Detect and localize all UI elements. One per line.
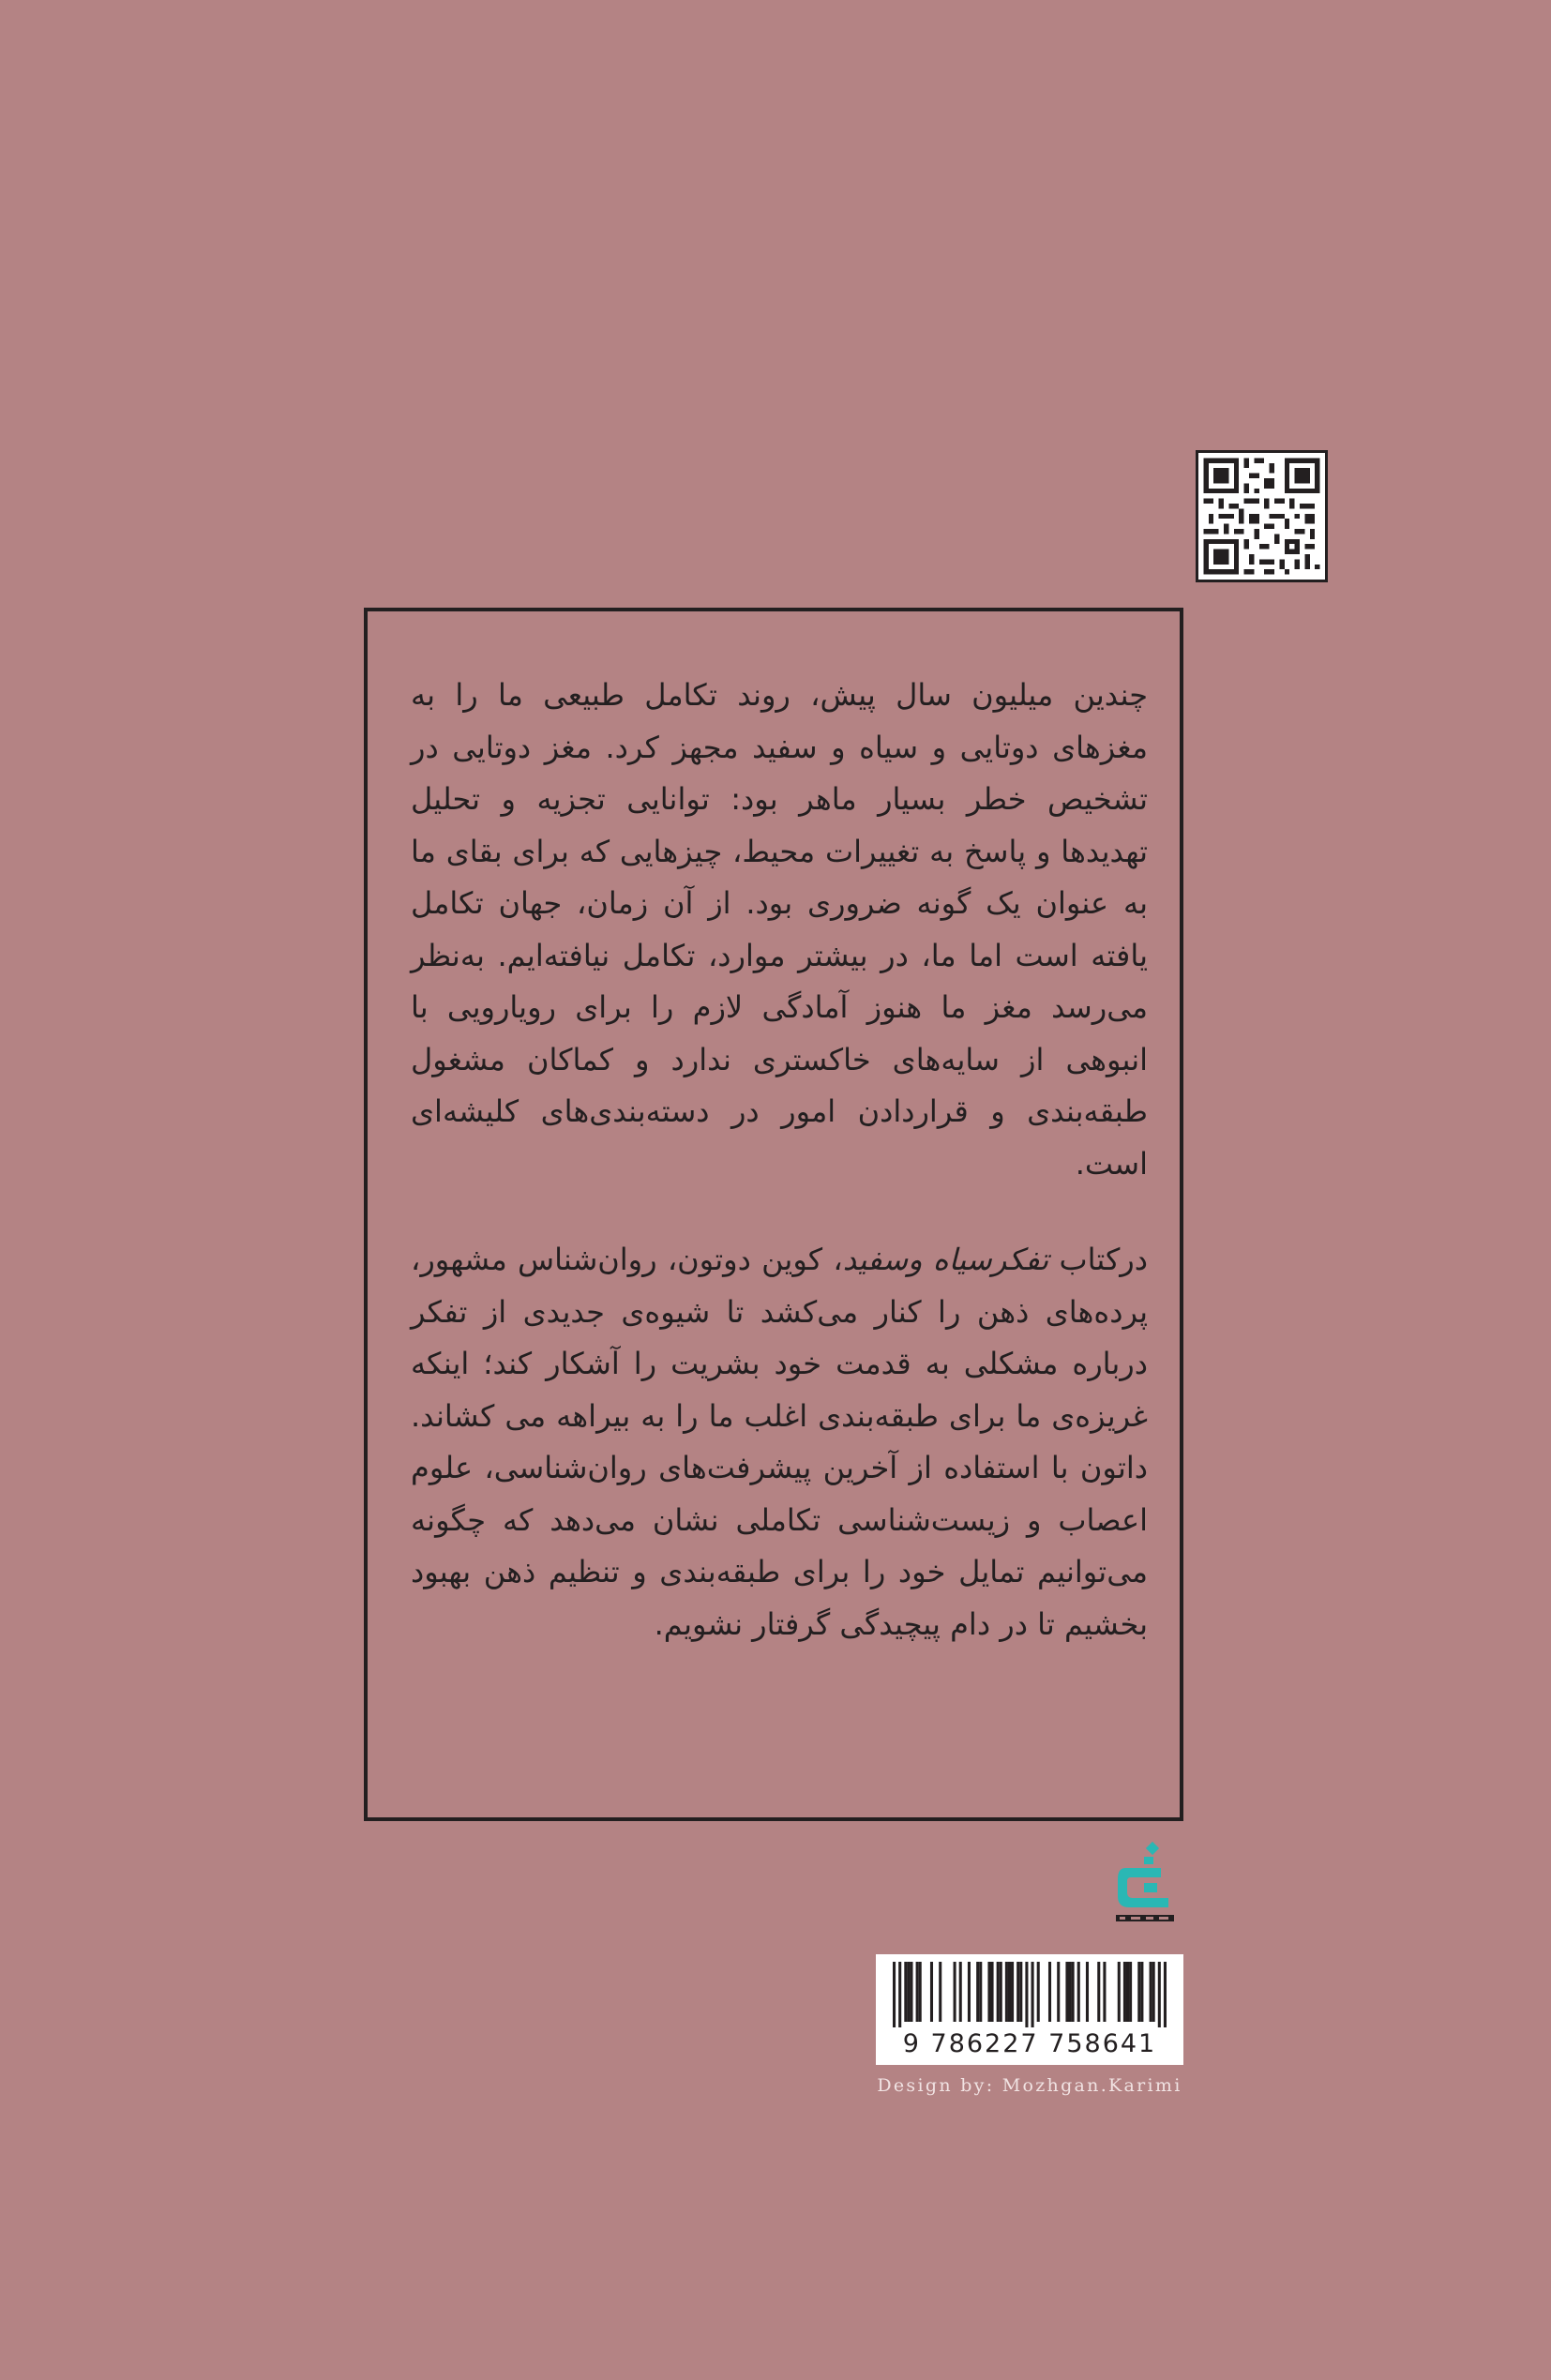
blurb-paragraph-1: چندین میلیون سال پیش، روند تکامل طبیعی ما را به مغزهای دوتایی و سیاه و سفید مجهز کرد. مغز دوتایی در تشخیص خطر بسیار ماهر بود: توانایی تجزیه و تحلیل تهدیدها و پاسخ به تغییرات محیط، چیزهایی که برای بقای ما به عنوان یک گونه ضروری بود. از آن زمان، جهان تکامل یافته است اما ما، در بیشتر موارد، تکامل نیافته‌ایم. به‌نظر می‌رسد مغز ما هنوز آمادگی لازم را برای رویارویی با انبوهی از سایه‌های خاکستری ندارد و کماکان مشغول طبقه‌بندی و قراردادن امور در دسته‌بندی‌های کلیشه‌ای است. xyxy=(411,677,1148,1182)
barcode-bar xyxy=(904,1962,907,2022)
blurb-paragraph-2-suffix: ، کوین دوتون، روان‌شناس مشهور، پرده‌های ذهن را کنار می‌کشد تا شیوه‌ی جدیدی از تفکر درباره مشکلی به قدمت خود بشریت را آشکار کند؛ اینکه غریزه‌ی ما برای طبقه‌بندی اغلب ما را به بیراهه می کشاند. داتون با استفاده از آخرین پیشرفت‌های روان‌شناسی، علوم اعصاب و زیست‌شناسی تکاملی نشان می‌دهد که چگونه می‌توانیم تمایل خود را برای طبقه‌بندی و تنظیم ذهن بهبود بخشیم تا در دام پیچیدگی گرفتار نشویم. xyxy=(411,1242,1148,1642)
barcode-bar xyxy=(919,1962,922,2022)
barcode-bar xyxy=(1137,1962,1140,2022)
barcode-bar xyxy=(893,1962,896,2027)
blurb-paragraph-2-prefix: درکتاب xyxy=(1048,1242,1149,1277)
barcode-bar xyxy=(910,1962,912,2022)
qr-code xyxy=(1196,450,1328,582)
barcode-bar xyxy=(1065,1962,1068,2022)
barcode-bar xyxy=(1129,1962,1132,2022)
barcode-bar xyxy=(1086,1962,1089,2022)
barcode-bar xyxy=(939,1962,941,2022)
barcode-bar xyxy=(1068,1962,1071,2022)
barcode-bar xyxy=(987,1962,990,2022)
blurb-paragraph-2 xyxy=(411,1234,1148,1650)
barcode-bar xyxy=(1019,1962,1022,2022)
barcode-bar xyxy=(1077,1962,1080,2022)
barcode-bar xyxy=(1016,1962,1019,2022)
publisher-logo-icon xyxy=(1107,1830,1185,1934)
barcode-bar xyxy=(968,1962,971,2022)
barcode-bar xyxy=(976,1962,979,2022)
barcode-bar xyxy=(1000,1962,1002,2022)
barcode-bar xyxy=(930,1962,933,2022)
barcode-bar xyxy=(1011,1962,1014,2022)
barcode-bar xyxy=(1164,1962,1167,2027)
barcode-bar xyxy=(991,1962,994,2022)
barcode-bars xyxy=(893,1962,1167,2027)
barcode-bar xyxy=(997,1962,1000,2022)
blurb-box xyxy=(364,608,1183,1821)
barcode-bar xyxy=(1140,1962,1143,2022)
isbn-number: 9 786227 758641 xyxy=(902,2029,1157,2058)
barcode-bar xyxy=(959,1962,962,2022)
barcode-bar xyxy=(1097,1962,1100,2022)
qr-code-icon xyxy=(1198,453,1325,580)
barcode-bar xyxy=(1158,1962,1161,2027)
design-credit: Design by: Mozhgan.Karimi xyxy=(877,2075,1182,2096)
barcode-bar xyxy=(1103,1962,1106,2022)
barcode-bar xyxy=(1123,1962,1126,2022)
isbn-barcode xyxy=(876,1954,1183,2065)
barcode-bar xyxy=(1072,1962,1075,2022)
barcode-bar xyxy=(1150,1962,1152,2022)
barcode-bar xyxy=(916,1962,919,2022)
barcode-bar xyxy=(1118,1962,1121,2022)
barcode-bar xyxy=(898,1962,901,2027)
publisher-logo xyxy=(1107,1830,1185,1934)
barcode-bar xyxy=(1005,1962,1008,2022)
barcode-bar xyxy=(1126,1962,1129,2022)
barcode-bar xyxy=(1031,1962,1034,2027)
barcode-bar xyxy=(1025,1962,1028,2027)
barcode-bar xyxy=(954,1962,956,2022)
barcode-bar xyxy=(907,1962,910,2022)
book-title: تفکرسیاه وسفید xyxy=(842,1242,1049,1277)
barcode-bar xyxy=(1008,1962,1011,2022)
barcode-bar xyxy=(1152,1962,1155,2022)
barcode-bar xyxy=(1037,1962,1040,2022)
barcode-bar xyxy=(1057,1962,1060,2022)
barcode-bar xyxy=(1048,1962,1051,2022)
barcode-bar xyxy=(979,1962,982,2022)
